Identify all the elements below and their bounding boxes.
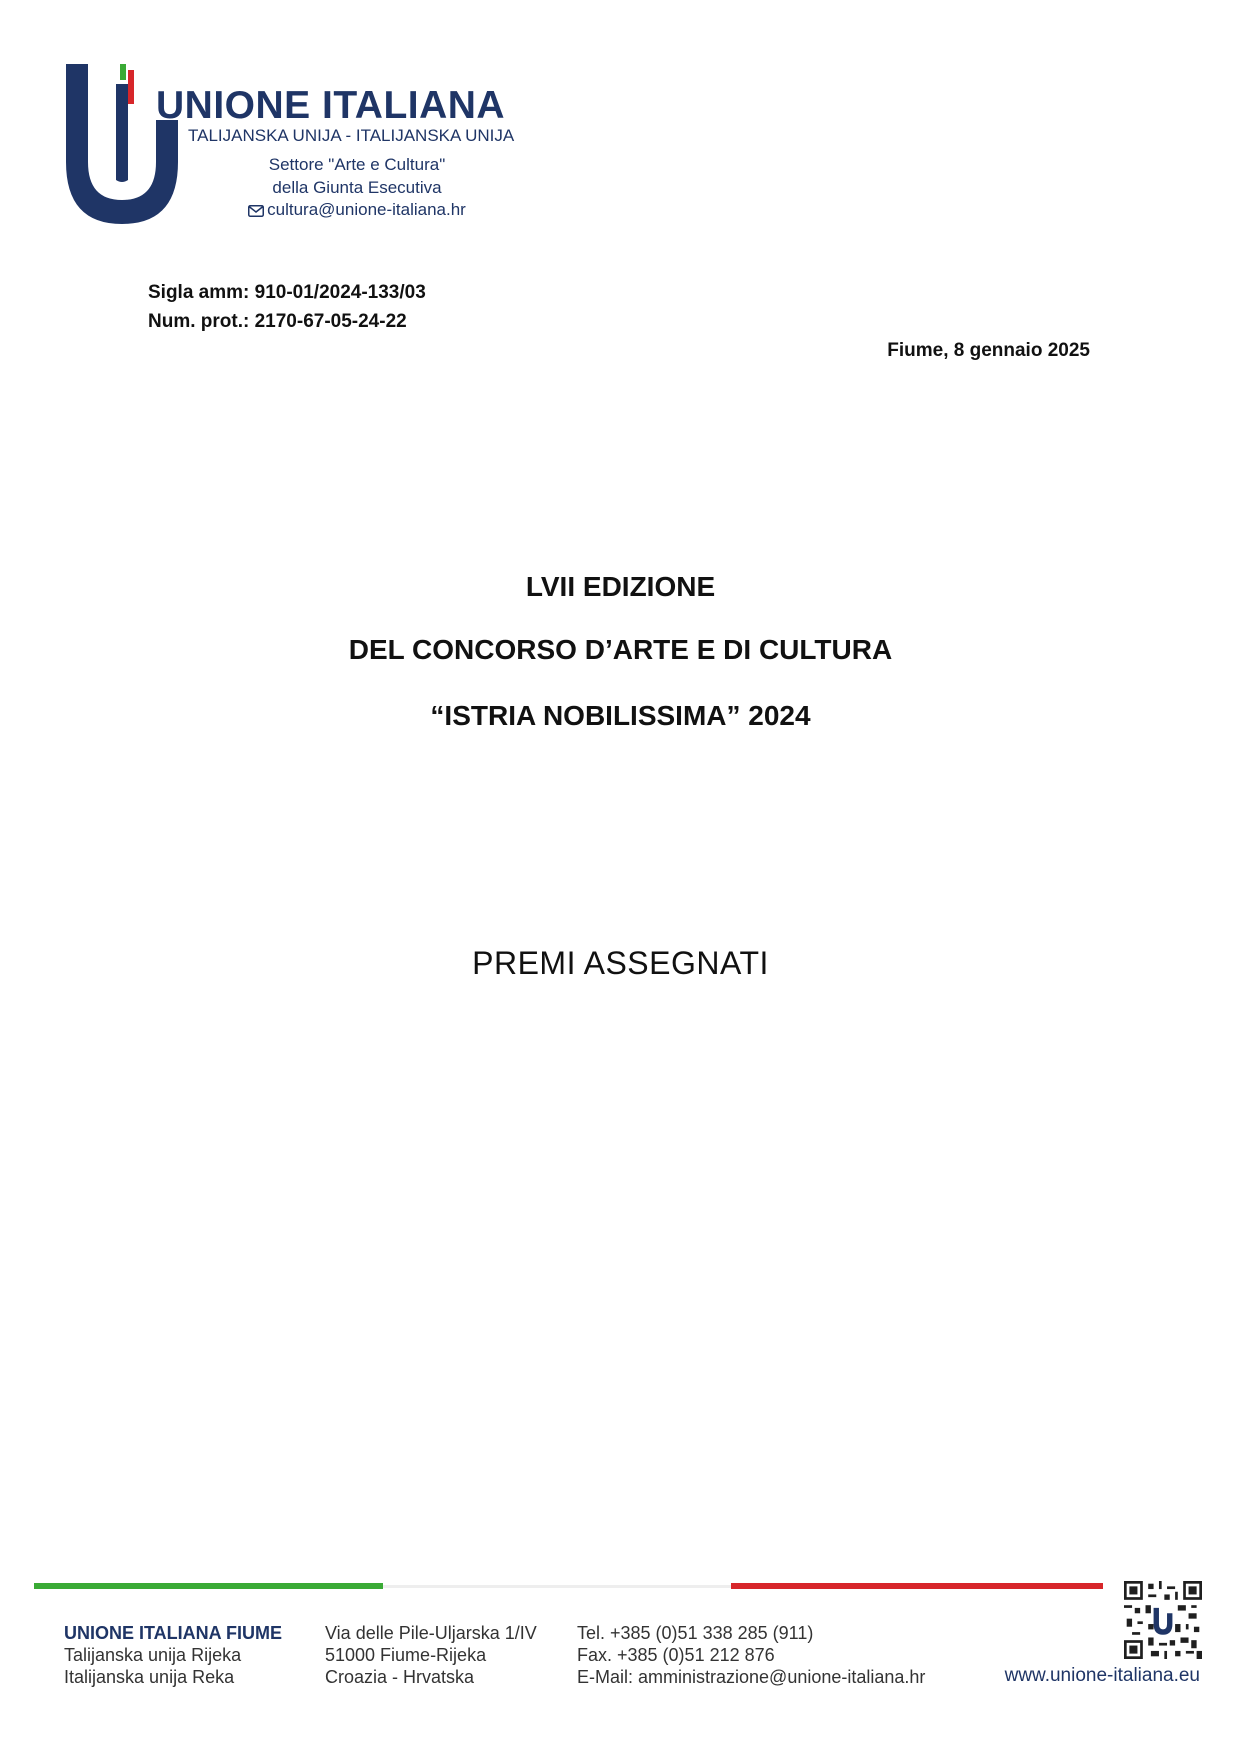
footer-address [325,1622,537,1688]
title-line-3: “ISTRIA NOBILISSIMA” 2024 [430,700,811,731]
reference-sigla: Sigla amm: 910-01/2024-133/03 [148,282,426,303]
qr-code-icon[interactable] [1124,1581,1202,1659]
document-date: Fiume, 8 gennaio 2025 [887,340,1090,361]
footer-phone: Tel. +385 (0)51 338 285 (911) [577,1623,814,1643]
reference-protocol: Num. prot.: 2170-67-05-24-22 [148,311,407,332]
sector-line-2: della Giunta Esecutiva [272,178,442,197]
org-email[interactable]: cultura@unione-italiana.hr [267,200,466,219]
title-line-2: DEL CONCORSO D’ARTE E DI CULTURA [348,634,893,665]
org-name: UNIONE ITALIANA [156,84,506,127]
footer-fax: Fax. +385 (0)51 212 876 [577,1645,775,1665]
org-sector [222,153,492,199]
footer-org-name: UNIONE ITALIANA FIUME [64,1623,282,1643]
footer-address-line: 51000 Fiume-Rijeka [325,1645,487,1665]
footer-org-line: Talijanska unija Rijeka [64,1645,242,1665]
footer-address-line: Croazia - Hrvatska [325,1667,475,1687]
org-email-row[interactable] [222,199,492,221]
footer-flag-green [34,1583,383,1589]
mail-icon [248,205,264,217]
footer-flag-red [731,1583,1103,1589]
footer-flag-white [383,1585,731,1588]
section-heading: PREMI ASSEGNATI [472,945,769,981]
org-subtitle: TALIJANSKA UNIJA - ITALIJANSKA UNIJA [188,126,515,145]
footer-org-line: Italijanska unija Reka [64,1667,235,1687]
footer-website-link[interactable]: www.unione-italiana.eu [1004,1665,1200,1686]
sector-line-1: Settore "Arte e Cultura" [268,155,446,174]
footer-email[interactable]: E-Mail: amministrazione@unione-italiana.hr [577,1667,926,1687]
footer-address-line: Via delle Pile-Uljarska 1/IV [325,1623,537,1643]
footer-contact [577,1622,925,1688]
footer-org [64,1622,282,1688]
title-line-1: LVII EDIZIONE [525,571,716,602]
